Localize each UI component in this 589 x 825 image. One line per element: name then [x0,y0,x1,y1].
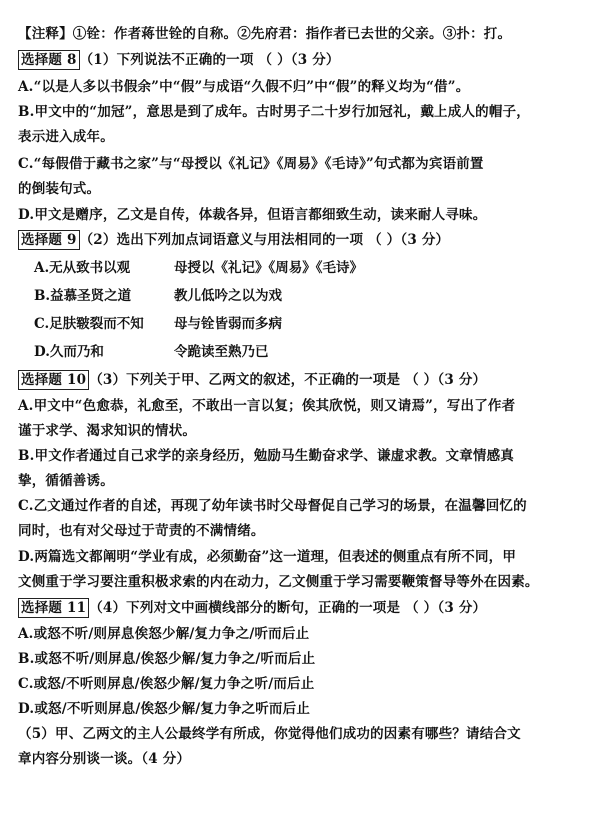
q10-option-b-line1: B.甲文作者通过自己求学的亲身经历，勉励马生勤奋求学、谦虚求教。文章情感真 [18,448,515,464]
q9-option-a-left: A.无从致书以观 [34,260,131,276]
q8-option-c-line1: C.“每假借于藏书之家”与“母授以《礼记》《周易》《毛诗》”句式都为宾语前置 [18,156,484,172]
q9-option-d-left: D.久而乃和 [34,344,104,360]
q11-stem: （4）下列对文中画横线部分的断句，正确的一项是 （ ）（3 分） [89,600,487,616]
q9-option-d-right: 令跪读至熟乃已 [174,344,269,360]
q10-option-b-line2: 挚，循循善诱。 [18,473,114,489]
q8-stem-line [18,48,340,70]
q10-stem-line [18,368,486,390]
q8-option-b-line1: B.甲文中的“加冠”，意思是到了成年。古时男子二十岁行加冠礼，戴上成人的帽子， [18,104,530,120]
q11-option-a: A.或怒不听/则屏息俟怒少解/复力争之/听而后止 [18,626,310,642]
q9-stem: （2）选出下列加点词语意义与用法相同的一项 （ ）（3 分） [79,232,450,248]
q5-line1: （5）甲、乙两文的主人公最终学有所成，你觉得他们成功的因素有哪些？请结合文 [18,726,521,742]
q10-option-d-line2: 文侧重于学习要注重积极求索的内在动力，乙文侧重于学习需要鞭策督导等外在因素。 [18,574,539,590]
q9-option-b-left: B.益慕圣贤之道 [34,288,132,304]
q5-line2: 章内容分别谈一谈。（4 分） [18,751,191,767]
q8-tag: 选择题 8 [18,50,80,70]
q11-option-d: D.或怒/不听则屏息/俟怒少解/复力争之听而后止 [18,701,311,717]
q9-stem-line [18,228,449,250]
q11-tag: 选择题 11 [18,598,89,618]
q8-option-a: A.“以是人多以书假余”中“假”与成语“久假不归”中“假”的释义均为“借”。 [18,79,470,95]
q11-stem-line [18,596,486,618]
note-line: 【注释】①铨：作者蒋世铨的自称。②先府君：指作者已去世的父亲。③扑：打。 [18,26,512,42]
q11-option-c: C.或怒/不听则屏息/俟怒少解/复力争之听/而后止 [18,676,315,692]
q8-stem: （1）下列说法不正确的一项 （ ）（3 分） [79,52,340,68]
q10-option-c-line2: 同时，也有对父母过于苛责的不满情绪。 [18,523,265,539]
q10-option-d-line1: D.两篇选文都阐明“学业有成，必须勤奋”这一道理，但表述的侧重点有所不同，甲 [18,549,517,565]
q10-option-a-line2: 谨于求学、渴求知识的情状。 [18,423,197,439]
q10-option-a-line1: A.甲文中“色愈恭，礼愈至，不敢出一言以复；俟其欣悦，则又请焉”，写出了作者 [18,398,516,414]
q9-option-b-right: 教儿低吟之以为戏 [174,288,282,304]
q11-option-b: B.或怒不听/则屏息/俟怒少解/复力争之/听而后止 [18,651,316,667]
q8-option-d: D.甲文是赠序，乙文是自传，体裁各异，但语言都细致生动，读来耐人寻味。 [18,207,487,223]
q9-option-a-right: 母授以《礼记》《周易》《毛诗》 [174,260,363,276]
q10-tag: 选择题 10 [18,370,89,390]
q10-option-c-line1: C.乙文通过作者的自述，再现了幼年读书时父母督促自己学习的场景，在温馨回忆的 [18,498,527,514]
q8-option-b-line2: 表示进入成年。 [18,129,114,145]
q8-option-c-line2: 的倒装句式。 [18,181,101,197]
q9-option-c-left: C.足肤皲裂而不知 [34,316,144,332]
q9-option-c-right: 母与铨皆弱而多病 [174,316,282,332]
q9-tag: 选择题 9 [18,230,80,250]
q10-stem: （3）下列关于甲、乙两文的叙述，不正确的一项是 （ ）（3 分） [89,372,487,388]
